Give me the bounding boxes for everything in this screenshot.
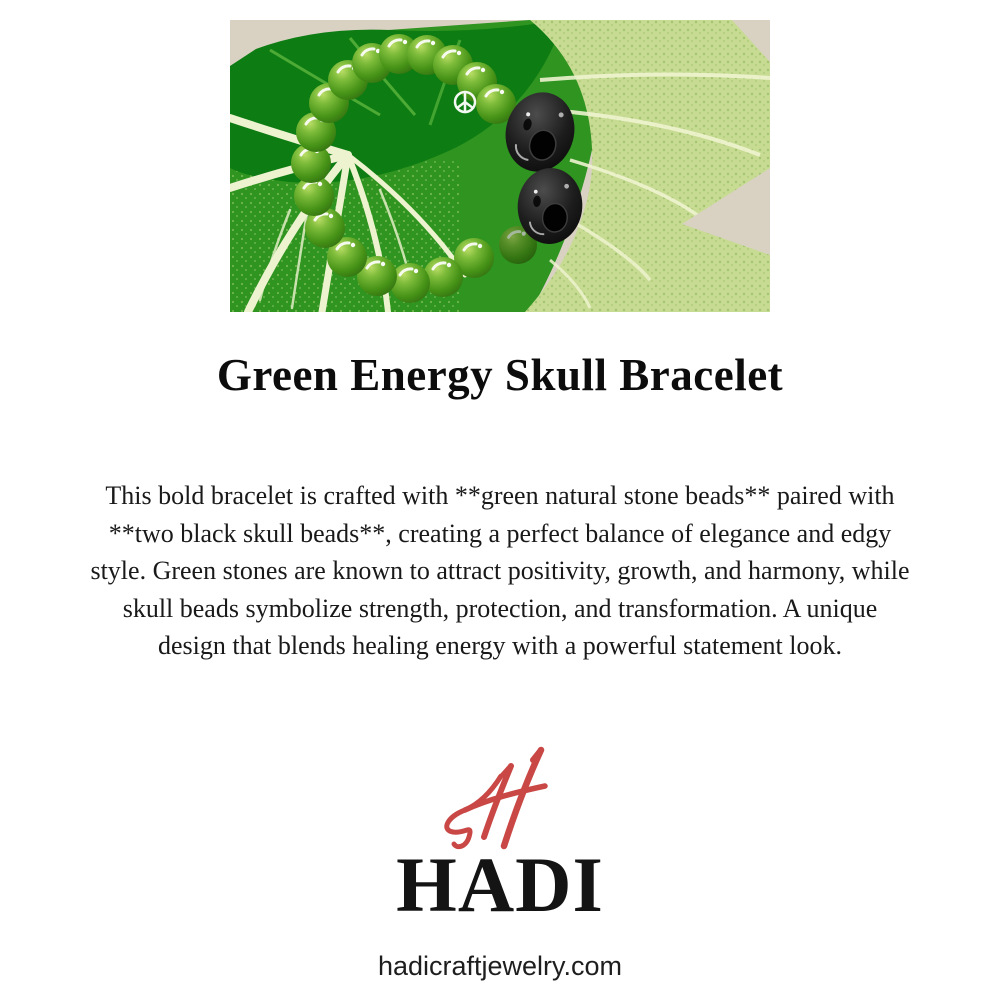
product-description <box>0 477 1000 665</box>
description-line: This bold bracelet is crafted with **green natural stone beads** paired with <box>105 481 895 510</box>
description-line: **two black skull beads**, creating a perfect balance of elegance and edgy <box>108 518 892 548</box>
description-line: style. Green stones are known to attract positivity, growth, and harmony, while <box>90 556 910 585</box>
product-photo <box>230 20 770 312</box>
brand-monogram-h-icon <box>437 744 563 852</box>
description-line: skull beads symbolize strength, protection, and transformation. A unique <box>122 593 878 623</box>
product-title: Green Energy Skull Bracelet <box>216 350 784 400</box>
description-line: design that blends healing energy with a powerful statement look. <box>157 631 843 660</box>
brand-wordmark: HADI <box>396 841 604 928</box>
website-url: hadicraftjewelry.com <box>377 951 623 981</box>
